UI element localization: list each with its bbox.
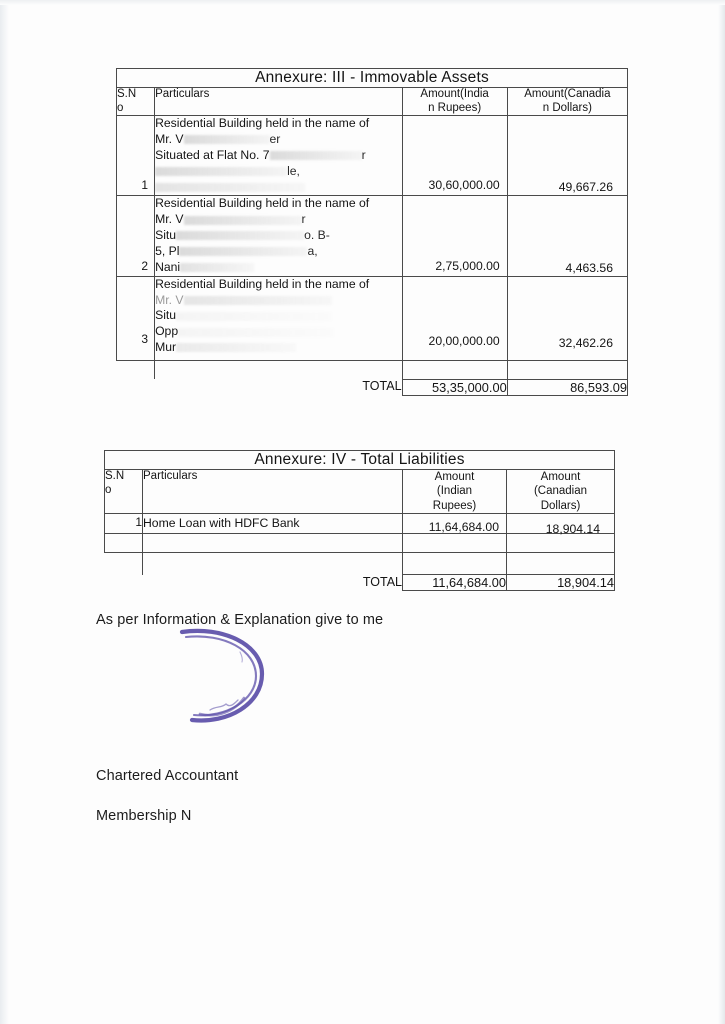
particulars-line-4 <box>155 164 401 180</box>
handwritten-signature <box>170 628 280 738</box>
annexure-3-title-row <box>117 69 628 88</box>
row-amount-inr-value: 11,64,684.00 <box>428 520 499 535</box>
spacer-cell <box>117 360 155 379</box>
annexure-4-total-row <box>105 575 615 591</box>
particulars-line-3 <box>155 148 401 164</box>
header-amount-cad-line3: Dollars) <box>540 499 581 512</box>
as-per-information-text: As per Information & Explanation give to me <box>96 612 384 628</box>
header-amount-inr-line1: Amount(India <box>420 88 489 100</box>
total-amount-inr: 53,35,000.00 <box>402 379 507 395</box>
row-particulars: Home Loan with HDFC Bank <box>143 514 403 534</box>
row-sno-value: 3 <box>141 331 149 346</box>
row-sno <box>117 116 155 196</box>
particulars-line-4-text: 5, Pl <box>155 244 180 258</box>
particulars-line-3-text: Situated at Flat No. 7 <box>155 147 270 162</box>
row-particulars <box>155 276 402 360</box>
row-sno <box>117 196 155 276</box>
redaction-block <box>176 231 304 240</box>
particulars-line-1: Residential Building held in the name of <box>155 116 370 131</box>
row-amount-inr-value: 20,00,000.00 <box>428 333 500 348</box>
row-particulars <box>155 116 402 196</box>
particulars-line-3 <box>155 228 401 244</box>
annexure-3-total-row <box>117 379 628 395</box>
particulars-line-5-text: Nani <box>155 259 181 274</box>
redaction-block <box>270 151 362 160</box>
annexure-4-table <box>104 450 615 591</box>
scan-edge-right <box>718 0 725 1024</box>
spacer-row <box>105 534 615 553</box>
particulars-line-3-text: Situ <box>155 228 177 243</box>
header-amount-inr <box>403 470 507 514</box>
header-amount-inr-line2: (Indian <box>436 485 473 498</box>
redaction-block <box>184 135 270 144</box>
row-amount-inr-value: 30,60,000.00 <box>428 178 500 193</box>
particulars-line-3 <box>155 308 401 324</box>
particulars-line-1: Residential Building held in the name of <box>155 276 370 291</box>
redaction-block <box>184 296 332 305</box>
header-amount-inr <box>402 88 507 116</box>
spacer-cell <box>105 534 143 553</box>
row-sno-value: 2 <box>141 258 149 273</box>
spacer-row <box>117 360 628 379</box>
redaction-block <box>155 167 287 176</box>
annexure-4-header-row <box>105 470 615 514</box>
row-amount-inr <box>402 276 507 360</box>
row-amount-cad <box>507 116 627 196</box>
row-amount-cad-value: 49,667.26 <box>558 180 613 195</box>
row-amount-cad-value: 4,463.56 <box>565 260 613 275</box>
spacer-cell <box>507 553 615 575</box>
spacer-cell <box>143 534 403 553</box>
redaction-block <box>184 216 302 225</box>
table-row <box>105 514 615 534</box>
spacer-cell <box>507 360 627 379</box>
header-amount-cad-line2: n Dollars) <box>542 101 592 114</box>
annexure-3-header-row <box>117 88 628 116</box>
particulars-line-1: Residential Building held in the name of <box>155 196 370 211</box>
spacer-row <box>105 553 615 575</box>
particulars-line-5 <box>155 260 401 276</box>
particulars-line-4-text: Opp <box>155 324 179 339</box>
spacer-cell <box>403 553 507 575</box>
total-amount-cad: 18,904.14 <box>507 575 615 591</box>
particulars-line-2 <box>155 293 401 309</box>
spacer-cell <box>402 360 507 379</box>
header-amount-inr-line3: Rupees) <box>432 499 477 512</box>
membership-number-text: Membership N <box>96 808 192 824</box>
particulars-line-5 <box>155 340 401 356</box>
spacer-cell <box>105 553 143 575</box>
redaction-block <box>176 312 332 321</box>
total-label: TOTAL <box>105 575 403 591</box>
redaction-block <box>180 263 254 272</box>
particulars-line-2-text: Mr. V <box>155 212 184 227</box>
header-sno <box>105 470 143 514</box>
row-sno-value: 1 <box>141 178 149 193</box>
particulars-fragment: a, <box>307 244 318 258</box>
row-particulars <box>155 196 402 276</box>
table-row <box>117 196 628 276</box>
redaction-block <box>178 328 334 337</box>
row-amount-inr <box>403 514 507 534</box>
particulars-line-2 <box>155 212 401 228</box>
row-amount-cad <box>507 276 627 360</box>
row-sno <box>105 514 143 534</box>
table-row <box>117 116 628 196</box>
particulars-line-3-text: Situ <box>155 308 177 323</box>
row-amount-cad <box>507 514 615 537</box>
annexure-4-title-row <box>105 451 615 470</box>
header-sno-line2: o <box>117 101 124 114</box>
table-row <box>117 276 628 360</box>
redaction-block <box>179 247 307 256</box>
header-sno-line1: S.N <box>105 470 125 482</box>
particulars-fragment: r <box>361 147 366 162</box>
spacer-cell <box>155 360 402 379</box>
row-amount-cad-value: 32,462.26 <box>558 335 613 350</box>
header-sno <box>117 88 155 116</box>
header-amount-cad-line2: (Canadian <box>533 485 588 498</box>
particulars-line-5 <box>155 180 401 196</box>
header-particulars: Particulars <box>143 470 403 514</box>
spacer-cell <box>507 534 615 553</box>
annexure-3-table <box>116 68 628 396</box>
particulars-line-2-text: Mr. V <box>155 292 184 307</box>
particulars-line-5-text: Mur <box>155 340 177 355</box>
row-sno <box>117 276 155 360</box>
spacer-cell <box>403 534 507 553</box>
header-particulars: Particulars <box>155 88 402 116</box>
scan-edge-left <box>0 0 9 1024</box>
redaction-block <box>155 183 305 192</box>
particulars-fragment: o. B- <box>304 228 330 243</box>
header-sno-line1: S.N <box>117 88 137 100</box>
scan-edge-top <box>0 0 725 5</box>
row-amount-inr-value: 2,75,000.00 <box>435 258 500 273</box>
designation-text: Chartered Accountant <box>96 768 239 784</box>
header-amount-cad-line1: Amount(Canadia <box>524 88 611 100</box>
header-amount-inr-line2: n Rupees) <box>428 101 482 114</box>
total-amount-inr: 11,64,684.00 <box>403 575 507 591</box>
spacer-cell <box>143 553 403 575</box>
row-amount-cad-value: 18,904.14 <box>545 522 600 537</box>
particulars-line-2-text: Mr. V <box>155 131 184 146</box>
particulars-fragment: r <box>301 212 306 227</box>
annexure-3-title: Annexure: III - Immovable Assets <box>117 69 628 88</box>
particulars-fragment: er <box>269 131 281 146</box>
row-sno-value: 1 <box>135 515 142 530</box>
redaction-block <box>176 343 296 352</box>
particulars-fragment: le, <box>287 163 300 178</box>
header-amount-cad-line1: Amount <box>540 471 581 483</box>
row-amount-inr <box>402 196 507 276</box>
row-amount-inr <box>402 116 507 196</box>
particulars-line-4 <box>155 324 401 340</box>
total-amount-cad: 86,593.09 <box>507 379 627 395</box>
header-sno-line2: o <box>105 483 112 496</box>
header-amount-cad <box>507 470 615 514</box>
row-amount-cad <box>507 196 627 276</box>
particulars-line-4 <box>155 244 401 260</box>
header-amount-cad <box>507 88 627 116</box>
header-amount-inr-line1: Amount <box>434 471 475 483</box>
total-label: TOTAL <box>117 379 403 395</box>
annexure-4-title: Annexure: IV - Total Liabilities <box>105 451 615 470</box>
particulars-line-2 <box>155 132 401 148</box>
